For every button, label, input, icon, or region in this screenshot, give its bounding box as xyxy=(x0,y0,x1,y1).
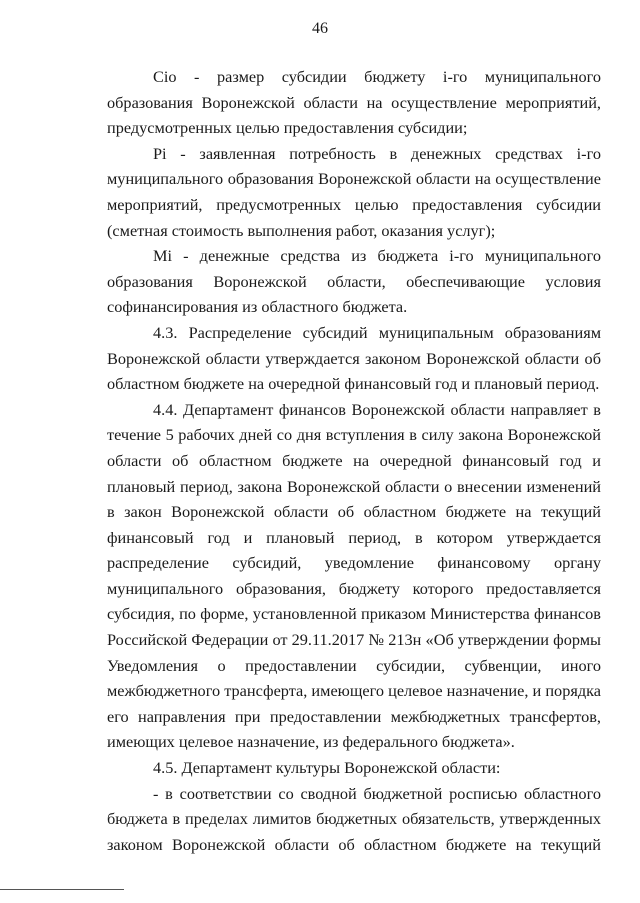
paragraph-4-4: 4.4. Департамент финансов Воронежской области направляет в течение 5 рабочих дней со дня вступления в силу закона Воронежской области об областном бюджете на очередной финансовый год и плановый период, закона Воронежской области о внесении изменений в закон Воронежской области об областном бюджете на текущий финансовый год и плановый период, в котором утверждается распределение субсидий, уведомление финансовому органу муниципального образования, бюджету которого предоставляется субсидия, по форме, установленной приказом Министерства финансов Российской Федерации от 29.11.2017 № 213н «Об утверждении формы Уведомления о предоставлении субсидии, субвенции, иного межбюджетного трансферта, имеющего целевое назначение, и порядка его направления при предоставлении межбюджетных трансфертов, имеющих целевое назначение, из федерального бюджета». xyxy=(107,399,601,752)
paragraph-c-io-definition: Сio - размер субсидии бюджету i-го муниципального образования Воронежской области на осуществление мероприятий, предусмотренных целью предоставления субсидии; xyxy=(107,67,601,138)
paragraph-4-5: 4.5. Департамент культуры Воронежской области: xyxy=(153,758,501,778)
paragraph-m-i-definition: Mi - денежные средства из бюджета i-го муниципального образования Воронежской области, обеспечивающие условия софинансирования из областного бюджета. xyxy=(107,246,601,317)
paragraph-4-3: 4.3. Распределение субсидий муниципальным образованиям Воронежской области утверждается законом Воронежской области об областном бюджете на очередной финансовый год и плановый период. xyxy=(107,322,601,394)
paragraph-4-5-item: - в соответствии со сводной бюджетной росписью областного бюджета в пределах лимитов бюджетных обязательств, утвержденных законом Воронежской области об областном бюджете на текущий xyxy=(107,783,601,854)
paragraph-p-i-definition: Pi - заявленная потребность в денежных средствах i-го муниципального образования Воронежской области на осуществление мероприятий, предусмотренных целью предоставления субсидии (сметная стоимость выполнения работ, оказания услуг); xyxy=(107,143,601,240)
footer-rule xyxy=(0,889,124,890)
document-body xyxy=(107,64,601,857)
page-number: 46 xyxy=(312,20,328,37)
